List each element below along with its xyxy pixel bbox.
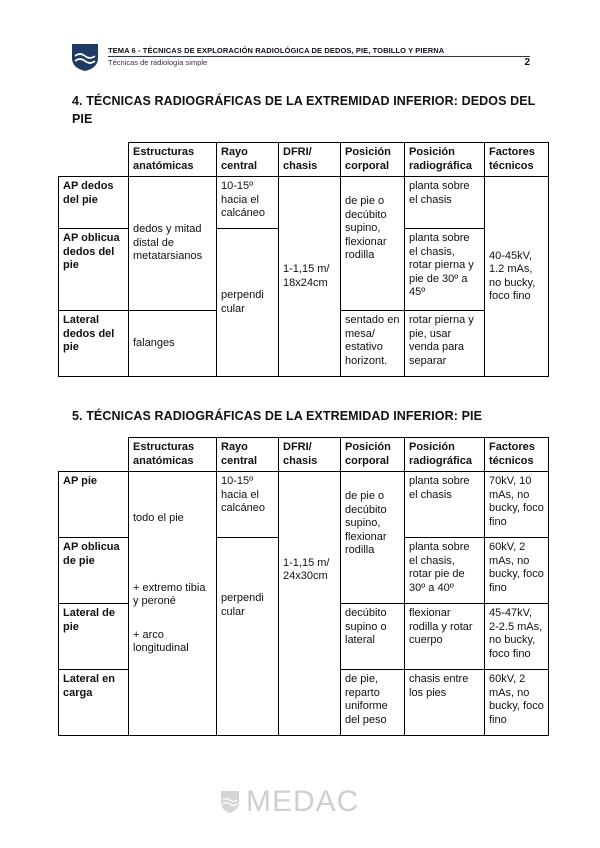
cell-dfri: 1-1,15 m/ 18x24cm: [279, 177, 341, 377]
column-header: Factores técnicos: [485, 438, 549, 472]
cell-posicion-corporal: sentado en mesa/ estativo horizont.: [341, 311, 405, 377]
cell-posicion-corporal: de pie o decúbito supino, flexionar rodilla: [341, 177, 405, 311]
column-header: Rayo central: [217, 438, 279, 472]
section-title-dedos: 4. TÉCNICAS RADIOGRÁFICAS DE LA EXTREMIDAD INFERIOR: DEDOS DEL PIE: [72, 94, 536, 126]
empty-corner-cell: [59, 143, 129, 177]
spacer: [133, 526, 212, 582]
column-header: Posición radiográfica: [405, 438, 485, 472]
cell-rayo: perpendi cular: [217, 538, 279, 736]
footer-brand: MEDAC: [246, 785, 360, 818]
cell-rayo: 10-15º hacia el calcáneo: [217, 472, 279, 538]
logo-shield-icon: [70, 42, 100, 72]
table-dedos-del-pie: [58, 142, 549, 377]
spacer: [133, 609, 212, 629]
cell-posicion-radiografica: planta sobre el chasis, rotar pierna y pie de 30º a 45º: [405, 229, 485, 311]
column-header: Rayo central: [217, 143, 279, 177]
cell-posicion-radiografica: planta sobre el chasis, rotar pie de 30º a 40º: [405, 538, 485, 604]
cell-dfri: 1-1,15 m/ 24x30cm: [279, 472, 341, 736]
row-label: AP pie: [59, 472, 129, 538]
row-label: Lateral de pie: [59, 604, 129, 670]
section-title-pie: 5. TÉCNICAS RADIOGRÁFICAS DE LA EXTREMIDAD INFERIOR: PIE: [72, 409, 483, 423]
cell-rayo: perpendi cular: [217, 229, 279, 377]
row-label: Lateral en carga: [59, 670, 129, 736]
cell-estructuras: falanges: [129, 311, 217, 377]
estructuras-line: todo el pie: [133, 512, 184, 524]
table-header-row: [59, 438, 549, 472]
cell-posicion-corporal: de pie o decúbito supino, flexionar rodilla: [341, 472, 405, 604]
cell-posicion-corporal: decúbito supino o lateral: [341, 604, 405, 670]
table-header-row: [59, 143, 549, 177]
table-row: [59, 177, 549, 229]
column-header: DFRI/ chasis: [279, 438, 341, 472]
page-footer: [220, 785, 380, 819]
row-label: AP dedos del pie: [59, 177, 129, 229]
cell-rayo: 10-15º hacia el calcáneo: [217, 177, 279, 229]
column-header: Posición corporal: [341, 143, 405, 177]
row-label: Lateral dedos del pie: [59, 311, 129, 377]
column-header: Posición corporal: [341, 438, 405, 472]
column-header: Factores técnicos: [485, 143, 549, 177]
medac-shield-icon: [220, 790, 240, 814]
estructuras-line: + arco longitudinal: [133, 628, 189, 654]
cell-posicion-radiografica: planta sobre el chasis: [405, 177, 485, 229]
header-title: TEMA 6 - TÉCNICAS DE EXPLORACIÓN RADIOLÓGICA DE DEDOS, PIE, TOBILLO Y PIERNA: [108, 46, 445, 55]
row-label: AP oblicua de pie: [59, 538, 129, 604]
cell-factores: 60kV, 2 mAs, no bucky, foco fino: [485, 670, 549, 736]
header-divider: [108, 56, 530, 57]
table-pie: [58, 437, 549, 736]
estructuras-line: + extremo tibia y peroné: [133, 581, 206, 607]
cell-posicion-radiografica: planta sobre el chasis: [405, 472, 485, 538]
column-header: Estructuras anatómicas: [129, 438, 217, 472]
cell-posicion-radiografica: flexionar rodilla y rotar cuerpo: [405, 604, 485, 670]
cell-estructuras: dedos y mitad distal de metatarsianos: [129, 177, 217, 311]
header-subtitle: Técnicas de radiología simple: [108, 58, 208, 67]
column-header: Posición radiográfica: [405, 143, 485, 177]
cell-factores: 40-45kV, 1.2 mAs, no bucky, foco fino: [485, 177, 549, 377]
cell-posicion-radiografica: rotar pierna y pie, usar venda para separar: [405, 311, 485, 377]
column-header: Estructuras anatómicas: [129, 143, 217, 177]
column-header: DFRI/ chasis: [279, 143, 341, 177]
empty-corner-cell: [59, 438, 129, 472]
cell-factores: 70kV, 10 mAs, no bucky, foco fino: [485, 472, 549, 538]
cell-factores: 45-47kV, 2-2.5 mAs, no bucky, foco fino: [485, 604, 549, 670]
cell-posicion-radiografica: chasis entre los pies: [405, 670, 485, 736]
table-row: [59, 472, 549, 538]
cell-posicion-corporal: de pie, reparto uniforme del peso: [341, 670, 405, 736]
cell-estructuras: [129, 472, 217, 736]
row-label: AP oblicua dedos del pie: [59, 229, 129, 311]
page-header: [70, 42, 530, 76]
page-number: 2: [524, 57, 530, 68]
cell-factores: 60kV, 2 mAs, no bucky, foco fino: [485, 538, 549, 604]
